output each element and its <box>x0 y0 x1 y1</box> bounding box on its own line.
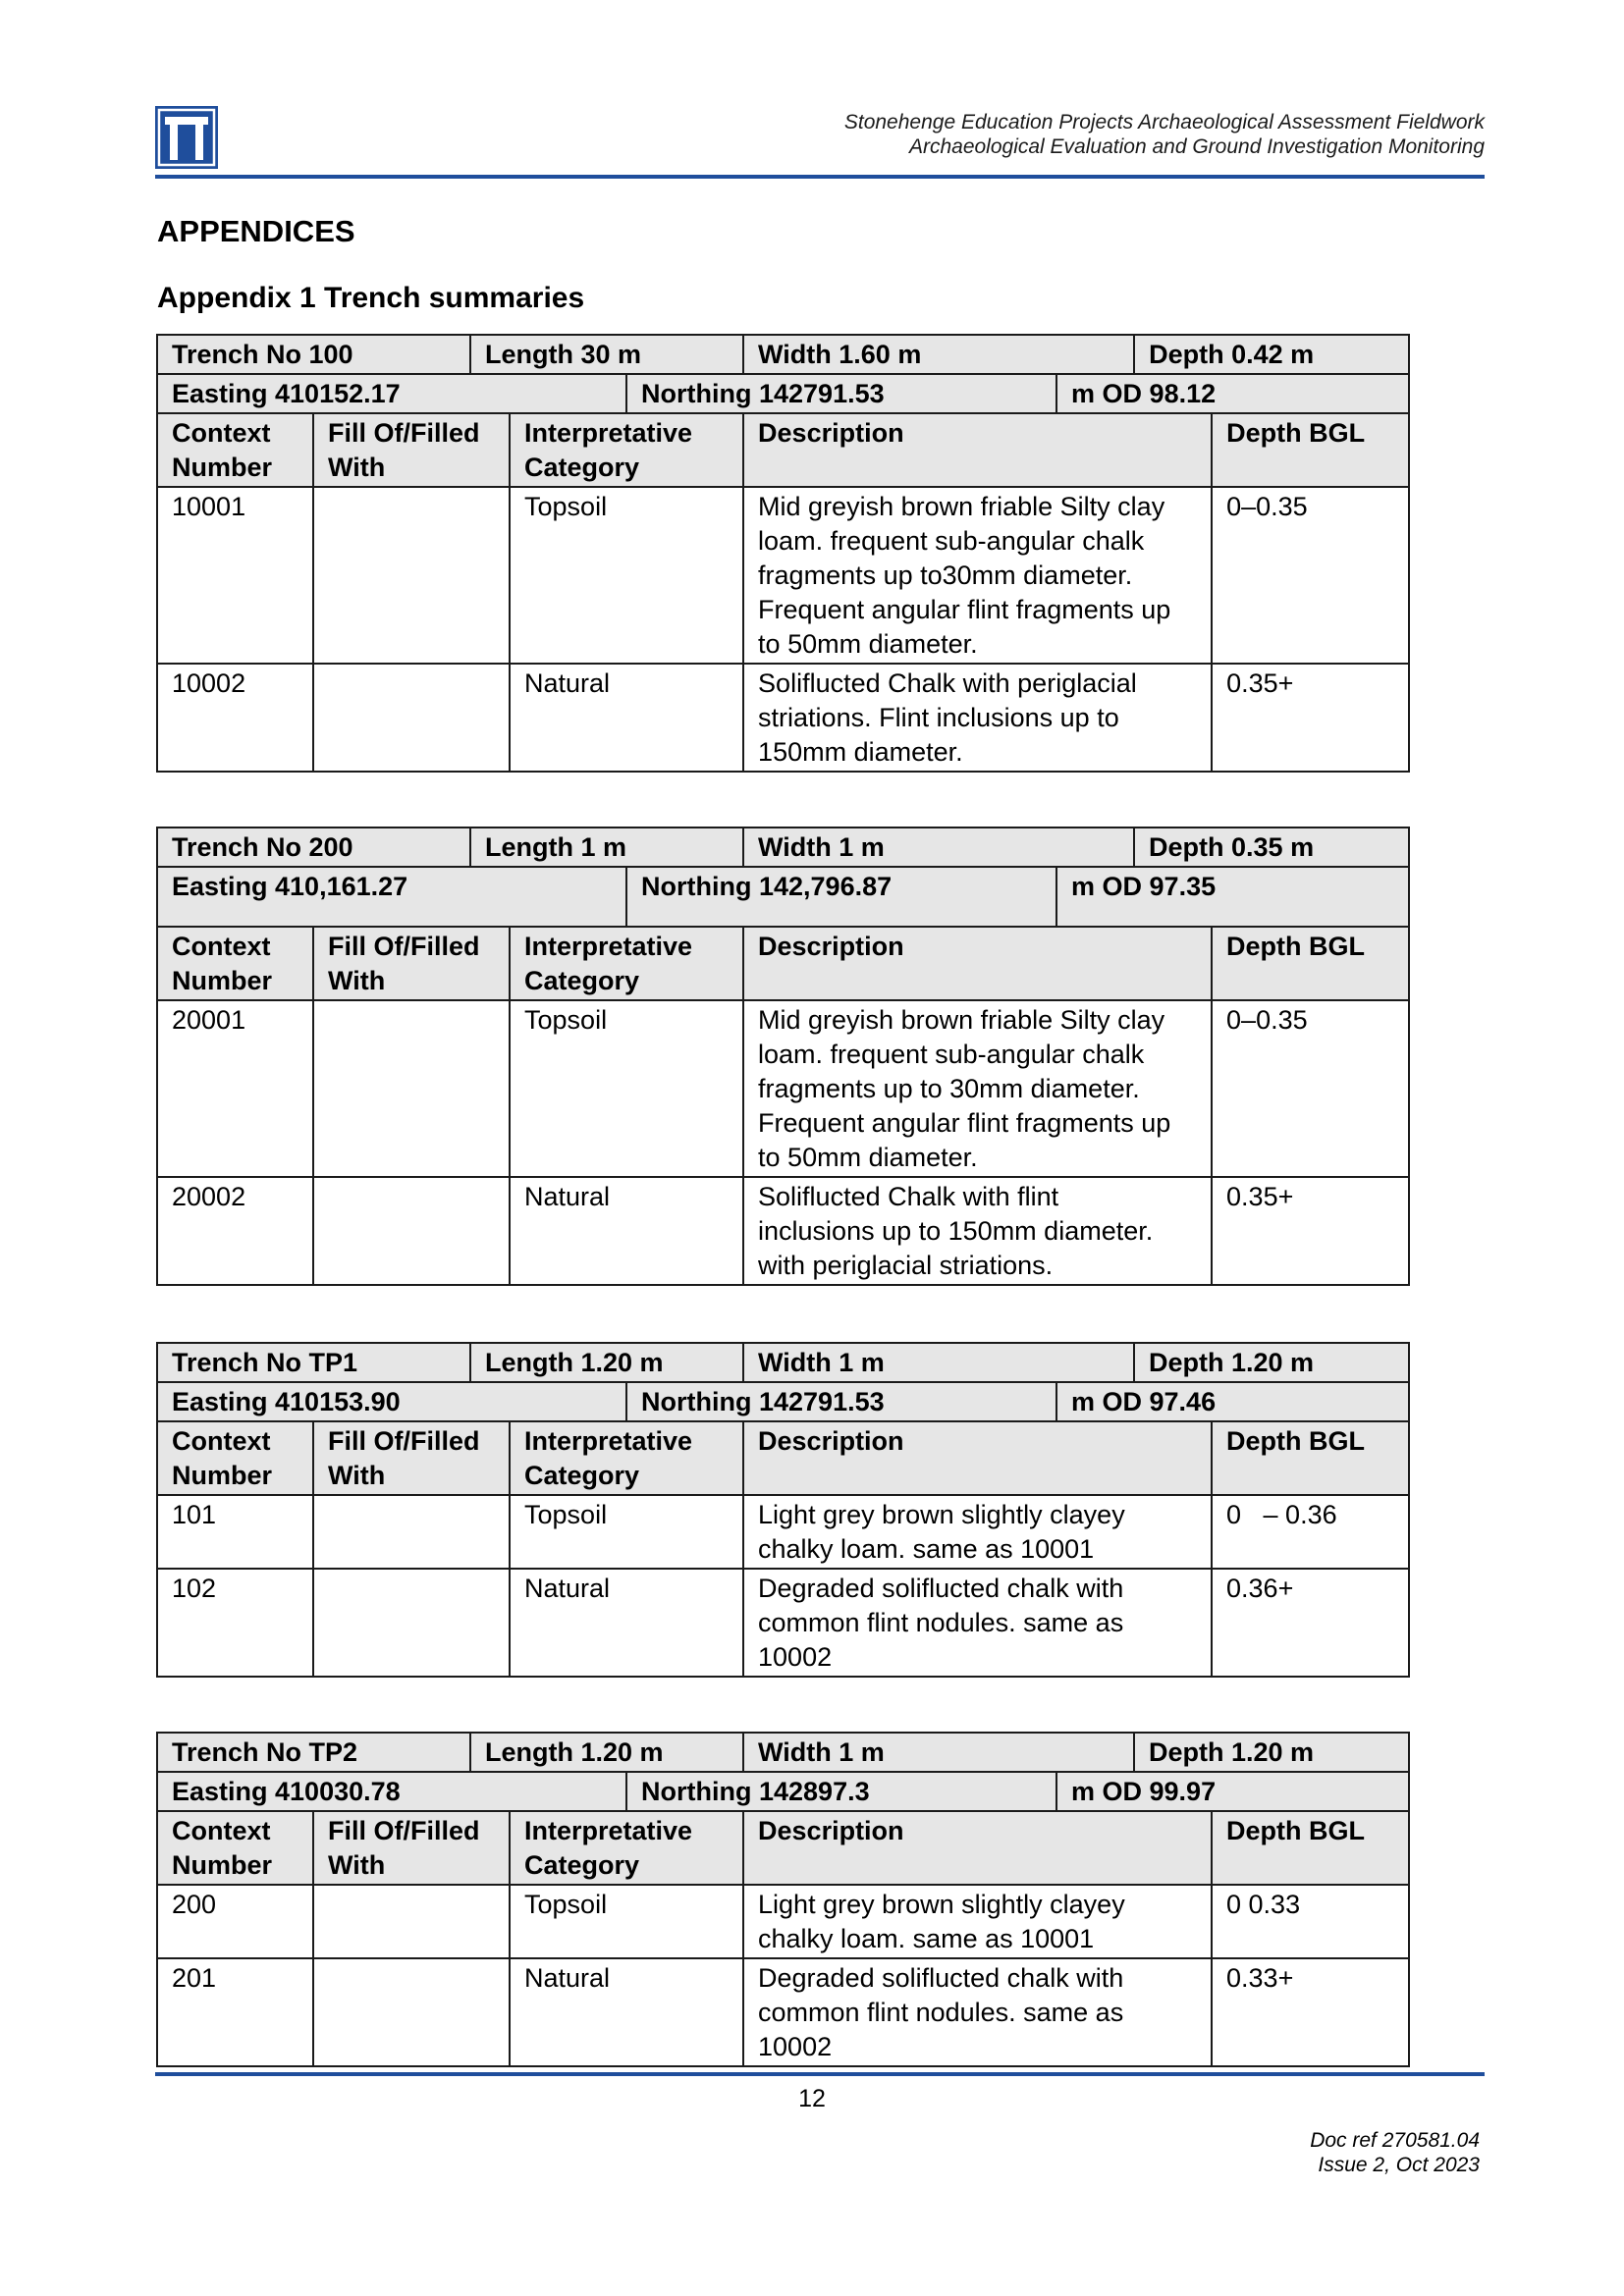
trench-length: Length 30 m <box>470 335 743 374</box>
description-line: Mid greyish brown friable Silty clay <box>758 492 1165 521</box>
header-line: Context <box>172 1816 271 1845</box>
header-line-2: Archaeological Evaluation and Ground Investigation Monitoring <box>908 135 1485 158</box>
depth-bgl-header: Depth BGL <box>1212 1421 1409 1495</box>
interpretative-category: Topsoil <box>510 1495 743 1569</box>
interpretative-category: Topsoil <box>510 1000 743 1177</box>
description-line: chalky loam. same as 10001 <box>758 1534 1095 1564</box>
trench-easting: Easting 410153.90 <box>157 1382 626 1421</box>
header-line: Fill Of/Filled <box>328 418 480 448</box>
interpretative-category-header <box>510 927 743 1000</box>
trench-summary-table <box>156 1732 1410 2067</box>
header-line: Category <box>524 453 640 482</box>
column-header-row <box>157 1811 1409 1885</box>
trench-dimensions-row <box>157 828 1409 867</box>
trench-northing: Northing 142791.53 <box>626 374 1056 413</box>
table-row <box>157 1885 1409 1958</box>
trench-width: Width 1.60 m <box>743 335 1134 374</box>
interpretative-category: Natural <box>510 1958 743 2066</box>
column-header-row <box>157 1421 1409 1495</box>
header-line: With <box>328 1850 386 1880</box>
trench-width: Width 1 m <box>743 828 1134 867</box>
trench-depth: Depth 0.42 m <box>1134 335 1409 374</box>
trench-length: Length 1 m <box>470 828 743 867</box>
header-line: Interpretative <box>524 932 693 961</box>
running-header <box>844 110 1485 159</box>
context-number: 10001 <box>157 487 313 664</box>
trench-easting: Easting 410,161.27 <box>157 867 626 927</box>
header-line: Number <box>172 1461 273 1490</box>
context-number: 102 <box>157 1569 313 1677</box>
description-line: Mid greyish brown friable Silty clay <box>758 1005 1165 1035</box>
description-line: with periglacial striations. <box>758 1251 1054 1280</box>
fill-of <box>313 1885 510 1958</box>
header-rule <box>155 175 1485 179</box>
column-header-row <box>157 927 1409 1000</box>
fill-of <box>313 1958 510 2066</box>
trench-table-tp1 <box>156 1342 1408 1678</box>
header-line: With <box>328 453 386 482</box>
trench-table-200 <box>156 827 1408 1286</box>
trench-width: Width 1 m <box>743 1733 1134 1772</box>
depth-bgl: 0.36+ <box>1212 1569 1409 1677</box>
header-line-1: Stonehenge Education Projects Archaeological Assessment Fieldwork <box>843 111 1485 133</box>
trench-easting: Easting 410030.78 <box>157 1772 626 1811</box>
fill-of <box>313 1000 510 1177</box>
context-number: 20001 <box>157 1000 313 1177</box>
context-number-header <box>157 1421 313 1495</box>
description <box>743 1885 1212 1958</box>
description-line: common flint nodules. same as <box>758 1608 1124 1637</box>
description-line: fragments up to30mm diameter. <box>758 561 1133 590</box>
fill-of <box>313 1569 510 1677</box>
context-number-header <box>157 413 313 487</box>
depth-bgl: 0 0.33 <box>1212 1885 1409 1958</box>
depth-bgl: 0 – 0.36 <box>1212 1495 1409 1569</box>
fill-of-header <box>313 1421 510 1495</box>
trench-northing: Northing 142,796.87 <box>626 867 1056 927</box>
description <box>743 1177 1212 1285</box>
interpretative-category: Topsoil <box>510 487 743 664</box>
description <box>743 1495 1212 1569</box>
trench-coordinates-row <box>157 374 1409 413</box>
description-line: Frequent angular flint fragments up <box>758 1108 1171 1138</box>
header-line: Number <box>172 1850 273 1880</box>
description-line: Degraded soliflucted chalk with <box>758 1963 1124 1993</box>
depth-bgl: 0.35+ <box>1212 1177 1409 1285</box>
description-line: loam. frequent sub-angular chalk <box>758 526 1145 556</box>
description <box>743 1958 1212 2066</box>
header-line: Category <box>524 966 640 995</box>
context-number: 101 <box>157 1495 313 1569</box>
description-line: 10002 <box>758 1642 833 1672</box>
trench-depth: Depth 1.20 m <box>1134 1733 1409 1772</box>
trench-table-100 <box>156 334 1408 773</box>
header-line: Category <box>524 1461 640 1490</box>
context-number: 201 <box>157 1958 313 2066</box>
table-row <box>157 1569 1409 1677</box>
trench-length: Length 1.20 m <box>470 1733 743 1772</box>
depth-bgl: 0.33+ <box>1212 1958 1409 2066</box>
fill-of-header <box>313 1811 510 1885</box>
description-line: 10002 <box>758 2032 833 2061</box>
trench-coordinates-row <box>157 1382 1409 1421</box>
description <box>743 664 1212 772</box>
header-line: With <box>328 966 386 995</box>
issue-date: Issue 2, Oct 2023 <box>1318 2154 1480 2176</box>
depth-bgl-header: Depth BGL <box>1212 1811 1409 1885</box>
fill-of <box>313 487 510 664</box>
context-number: 10002 <box>157 664 313 772</box>
header-line: Context <box>172 932 271 961</box>
table-row <box>157 1495 1409 1569</box>
trench-number: Trench No TP2 <box>157 1733 470 1772</box>
appendices-heading: APPENDICES <box>157 214 355 248</box>
description-line: common flint nodules. same as <box>758 1998 1124 2027</box>
trench-dimensions-row <box>157 335 1409 374</box>
depth-bgl: 0–0.35 <box>1212 487 1409 664</box>
table-row <box>157 1958 1409 2066</box>
trench-m-od: m OD 97.35 <box>1056 867 1409 927</box>
context-number: 200 <box>157 1885 313 1958</box>
description-line: 150mm diameter. <box>758 737 963 767</box>
column-header-row <box>157 413 1409 487</box>
description-header: Description <box>743 1421 1212 1495</box>
header-line: Fill Of/Filled <box>328 1816 480 1845</box>
fill-of <box>313 1495 510 1569</box>
wessex-logo-icon <box>155 106 218 169</box>
context-number-header <box>157 927 313 1000</box>
header-line: Fill Of/Filled <box>328 1426 480 1456</box>
fill-of <box>313 664 510 772</box>
description-line: to 50mm diameter. <box>758 629 978 659</box>
context-number-header <box>157 1811 313 1885</box>
trench-table-tp2 <box>156 1732 1408 2067</box>
header-line: Interpretative <box>524 1426 693 1456</box>
header-line: Fill Of/Filled <box>328 932 480 961</box>
doc-ref: Doc ref 270581.04 <box>1310 2129 1480 2152</box>
trench-length: Length 1.20 m <box>470 1343 743 1382</box>
footer-rule <box>155 2072 1485 2076</box>
fill-of <box>313 1177 510 1285</box>
trench-northing: Northing 142897.3 <box>626 1772 1056 1811</box>
description-line: Frequent angular flint fragments up <box>758 595 1171 624</box>
interpretative-category-header <box>510 413 743 487</box>
trench-depth: Depth 1.20 m <box>1134 1343 1409 1382</box>
interpretative-category: Topsoil <box>510 1885 743 1958</box>
header-line: Number <box>172 453 273 482</box>
trench-number: Trench No 200 <box>157 828 470 867</box>
page-number: 12 <box>798 2085 826 2112</box>
description-header: Description <box>743 1811 1212 1885</box>
trench-dimensions-row <box>157 1733 1409 1772</box>
description-line: Light grey brown slightly clayey <box>758 1500 1125 1529</box>
description-line: Soliflucted Chalk with periglacial <box>758 668 1137 698</box>
description-line: Degraded soliflucted chalk with <box>758 1574 1124 1603</box>
header-line: Interpretative <box>524 418 693 448</box>
description-line: inclusions up to 150mm diameter. <box>758 1216 1154 1246</box>
fill-of-header <box>313 927 510 1000</box>
trench-northing: Northing 142791.53 <box>626 1382 1056 1421</box>
table-row <box>157 1177 1409 1285</box>
description-line: fragments up to 30mm diameter. <box>758 1074 1140 1103</box>
table-row <box>157 487 1409 664</box>
description-header: Description <box>743 413 1212 487</box>
trench-coordinates-row <box>157 867 1409 927</box>
trench-number: Trench No 100 <box>157 335 470 374</box>
interpretative-category: Natural <box>510 1569 743 1677</box>
header-line: Category <box>524 1850 640 1880</box>
trench-depth: Depth 0.35 m <box>1134 828 1409 867</box>
trench-easting: Easting 410152.17 <box>157 374 626 413</box>
table-row <box>157 1000 1409 1177</box>
depth-bgl-header: Depth BGL <box>1212 927 1409 1000</box>
description-line: Soliflucted Chalk with flint <box>758 1182 1059 1211</box>
description <box>743 1000 1212 1177</box>
depth-bgl: 0.35+ <box>1212 664 1409 772</box>
description-line: loam. frequent sub-angular chalk <box>758 1040 1145 1069</box>
description-line: to 50mm diameter. <box>758 1143 978 1172</box>
header-line: Context <box>172 418 271 448</box>
description <box>743 1569 1212 1677</box>
interpretative-category: Natural <box>510 1177 743 1285</box>
trench-summary-table <box>156 1342 1410 1678</box>
trench-coordinates-row <box>157 1772 1409 1811</box>
interpretative-category: Natural <box>510 664 743 772</box>
trench-summary-table <box>156 827 1410 1286</box>
trench-dimensions-row <box>157 1343 1409 1382</box>
appendix-1-heading: Appendix 1 Trench summaries <box>157 282 585 314</box>
description-line: Light grey brown slightly clayey <box>758 1890 1125 1919</box>
depth-bgl: 0–0.35 <box>1212 1000 1409 1177</box>
table-row <box>157 664 1409 772</box>
fill-of-header <box>313 413 510 487</box>
trench-m-od: m OD 98.12 <box>1056 374 1409 413</box>
interpretative-category-header <box>510 1811 743 1885</box>
description-header: Description <box>743 927 1212 1000</box>
interpretative-category-header <box>510 1421 743 1495</box>
description <box>743 487 1212 664</box>
description-line: chalky loam. same as 10001 <box>758 1924 1095 1953</box>
trench-m-od: m OD 97.46 <box>1056 1382 1409 1421</box>
header-line: With <box>328 1461 386 1490</box>
description-line: striations. Flint inclusions up to <box>758 703 1119 732</box>
trench-width: Width 1 m <box>743 1343 1134 1382</box>
depth-bgl-header: Depth BGL <box>1212 413 1409 487</box>
trench-m-od: m OD 99.97 <box>1056 1772 1409 1811</box>
header-line: Number <box>172 966 273 995</box>
trench-number: Trench No TP1 <box>157 1343 470 1382</box>
trench-summary-table <box>156 334 1410 773</box>
header-line: Context <box>172 1426 271 1456</box>
context-number: 20002 <box>157 1177 313 1285</box>
header-line: Interpretative <box>524 1816 693 1845</box>
doc-reference <box>1310 2128 1480 2177</box>
